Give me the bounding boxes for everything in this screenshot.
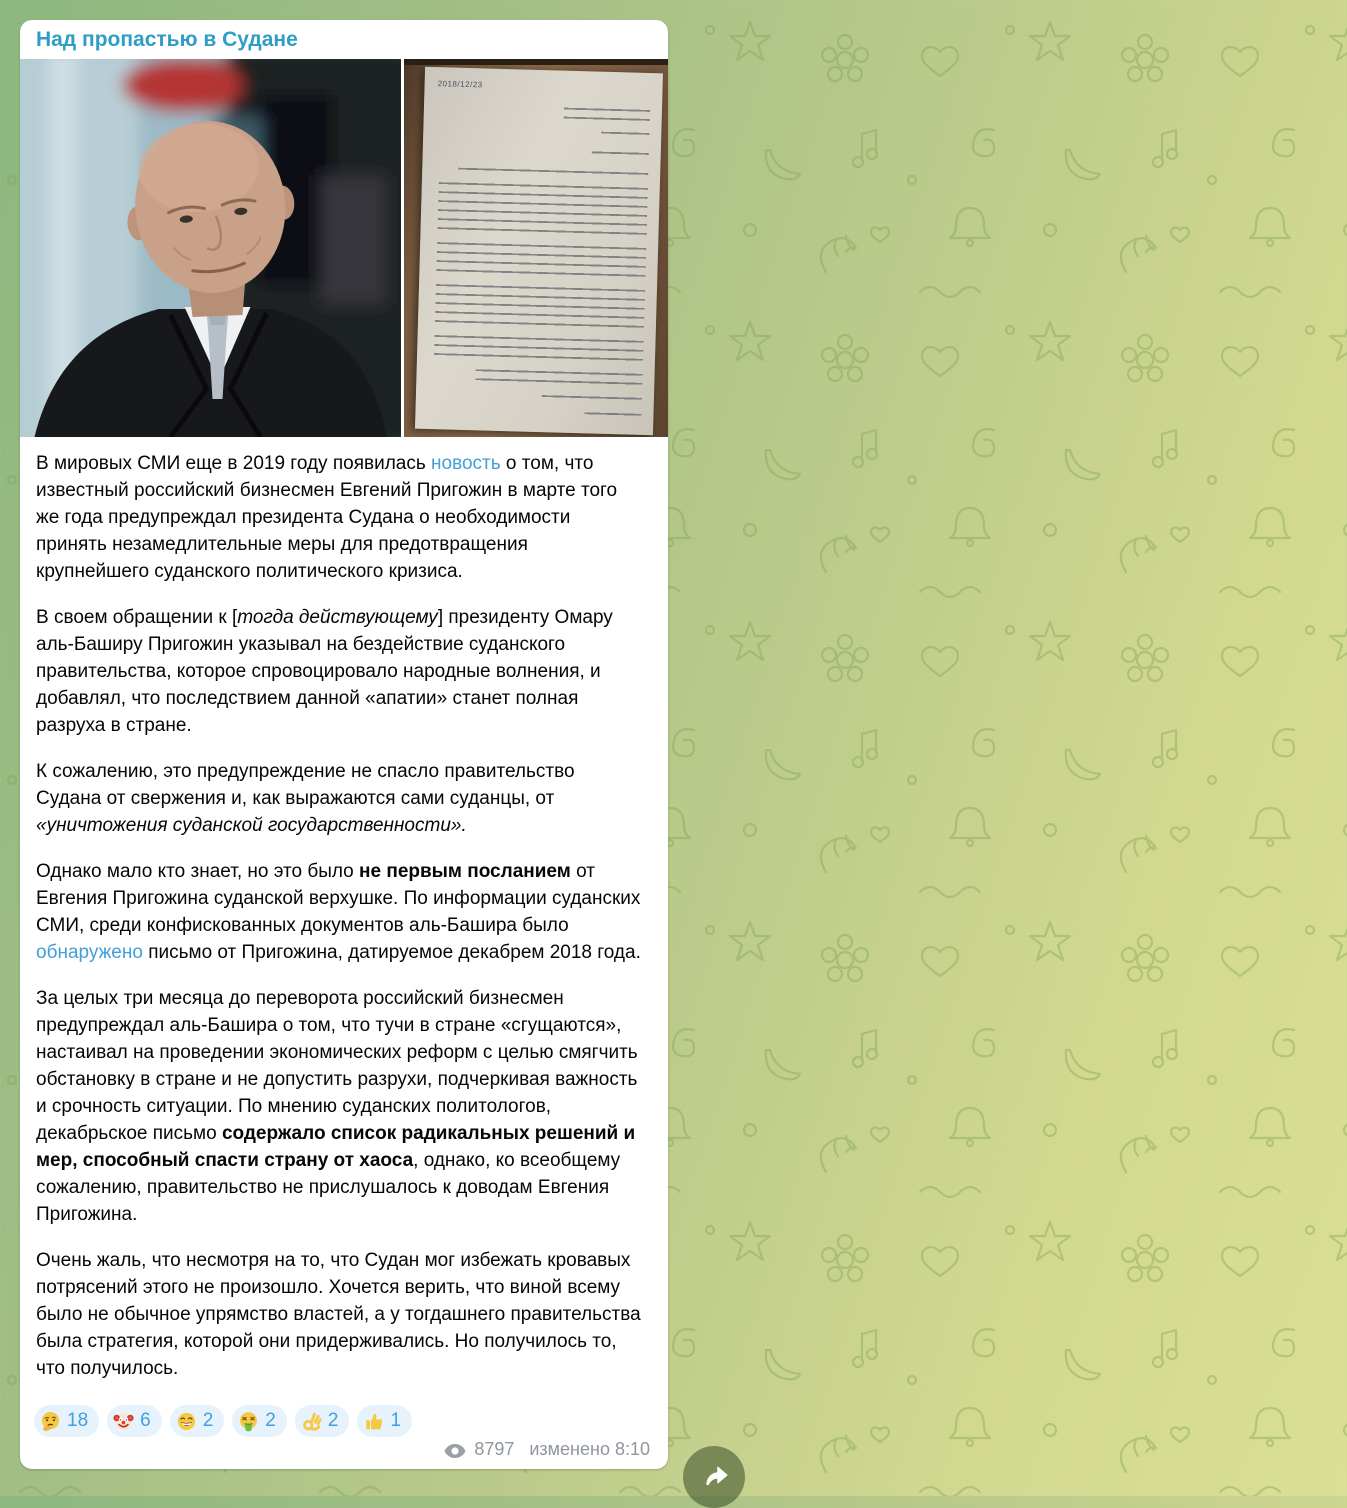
reaction-grinning-face[interactable]	[170, 1405, 225, 1437]
text-run: К сожалению, это предупреждение не спасло правительство Судана от свержения и, как выражаются сами суданцы, от	[36, 761, 575, 809]
thumbs-up-icon	[362, 1410, 385, 1433]
text-link[interactable]: новость	[431, 453, 501, 474]
message-title-bar	[20, 20, 668, 59]
text-run: , однако, ко всеобщему сожалению, правительство не прислушалось к доводам Евгения Пригожина.	[36, 1150, 621, 1225]
edited-label: изменено 8:10	[529, 1439, 650, 1459]
text-run: о том, что известный российский бизнесмен Евгений Пригожин в марте того же года предупреждал президента Судана о необходимости принять незамедлительные меры для предотвращения крупнейшего суданского политического кризиса.	[36, 453, 618, 582]
paragraph	[36, 1247, 642, 1382]
portrait-illustration	[20, 59, 401, 437]
text-run: ] президенту Омару аль-Баширу Пригожин указывал на бездействие суданского правительства, которое спровоцировало народные волнения, и добавлял, что последствием данной «апатии» станет полная разруха в стране.	[36, 607, 613, 736]
arabic-signature-line	[584, 409, 641, 417]
paragraph	[36, 450, 642, 585]
photo-prigozhin[interactable]	[20, 59, 401, 437]
reaction-count: 18	[67, 1410, 89, 1431]
arabic-text-block	[434, 332, 644, 362]
letter-date: 2018/12/23	[437, 79, 483, 90]
arabic-text-block	[436, 239, 646, 278]
text-run: письмо от Пригожина, датируемое декабрем 2018 года.	[142, 942, 641, 963]
paragraph	[36, 985, 642, 1228]
views-icon	[443, 1442, 467, 1460]
text-run: тогда действующему	[237, 607, 438, 628]
photo-album	[20, 59, 668, 437]
reaction-count: 2	[202, 1410, 214, 1431]
text-run: Очень жаль, что несмотря на то, что Судан мог избежать кровавых потрясений этого не произошло. Хочется верить, что виной всему было не обычное упрямство властей, а у тогдашнего правительства была стратегия, которой они придерживались. Но получилось то, что получилось.	[36, 1250, 641, 1379]
arabic-text-block	[437, 179, 648, 236]
arabic-text-block	[435, 281, 646, 329]
text-run: содержало список радикальных решений и мер, способный спасти страну от хаоса	[36, 1123, 636, 1171]
share-button[interactable]	[683, 1446, 745, 1508]
arabic-text-line	[564, 105, 650, 122]
text-run: Однако мало кто знает, но это было	[36, 861, 360, 882]
text-run: от Евгения Пригожина суданской верхушке. По информации суданских СМИ, среди конфискованных документов аль-Башира было	[36, 861, 641, 936]
reaction-thinking-face[interactable]	[34, 1405, 99, 1437]
channel-message-bubble	[20, 20, 668, 1469]
message-text	[20, 437, 668, 1382]
text-run: не первым посланием	[359, 861, 571, 882]
channel-title[interactable]: Над пропастью в Судане	[36, 28, 298, 51]
clown-face-icon	[112, 1410, 135, 1433]
text-link[interactable]: обнаружено	[36, 942, 143, 963]
views-count: 8797	[474, 1439, 515, 1459]
message-meta	[20, 1437, 668, 1469]
reaction-ok-hand[interactable]	[295, 1405, 350, 1437]
paragraph	[36, 604, 642, 739]
ok-hand-icon	[300, 1410, 323, 1433]
text-run: «уничтожения суданской государственности».	[36, 815, 467, 836]
arabic-text-line	[458, 165, 648, 176]
text-run: В своем обращении к [	[36, 607, 238, 628]
vomiting-face-icon	[237, 1410, 260, 1433]
wood-table-edge	[404, 59, 668, 65]
forward-arrow-icon	[694, 1457, 734, 1497]
arabic-text-line	[592, 148, 649, 156]
reaction-thumbs-up[interactable]	[357, 1405, 412, 1437]
reaction-vomiting-face[interactable]	[232, 1405, 287, 1437]
text-run: В мировых СМИ еще в 2019 году появилась	[36, 453, 432, 474]
reaction-count: 2	[327, 1410, 339, 1431]
text-run: За целых три месяца до переворота российский бизнесмен предупреждал аль-Башира о том, что тучи в стране «сгущаются», настаивал на проведении экономических реформ с целью смягчить обстановку в стране и не допустить разрухи, подчеркивая важность и срочность ситуации. По мнению суданских политологов, декабрьское письмо	[36, 988, 638, 1144]
arabic-text-line	[542, 392, 642, 401]
reaction-count: 6	[140, 1410, 151, 1431]
grinning-face-icon	[175, 1410, 198, 1433]
arabic-text-line	[602, 129, 650, 136]
reaction-clown-face[interactable]	[107, 1405, 162, 1437]
letter-paper	[415, 67, 663, 436]
arabic-text-block	[476, 366, 643, 386]
photo-letter[interactable]	[404, 59, 668, 437]
paragraph	[36, 758, 642, 839]
reaction-count: 1	[390, 1410, 402, 1431]
reactions-row	[20, 1401, 668, 1437]
paragraph	[36, 858, 642, 966]
reaction-count: 2	[265, 1410, 276, 1431]
thinking-face-icon	[39, 1410, 62, 1433]
